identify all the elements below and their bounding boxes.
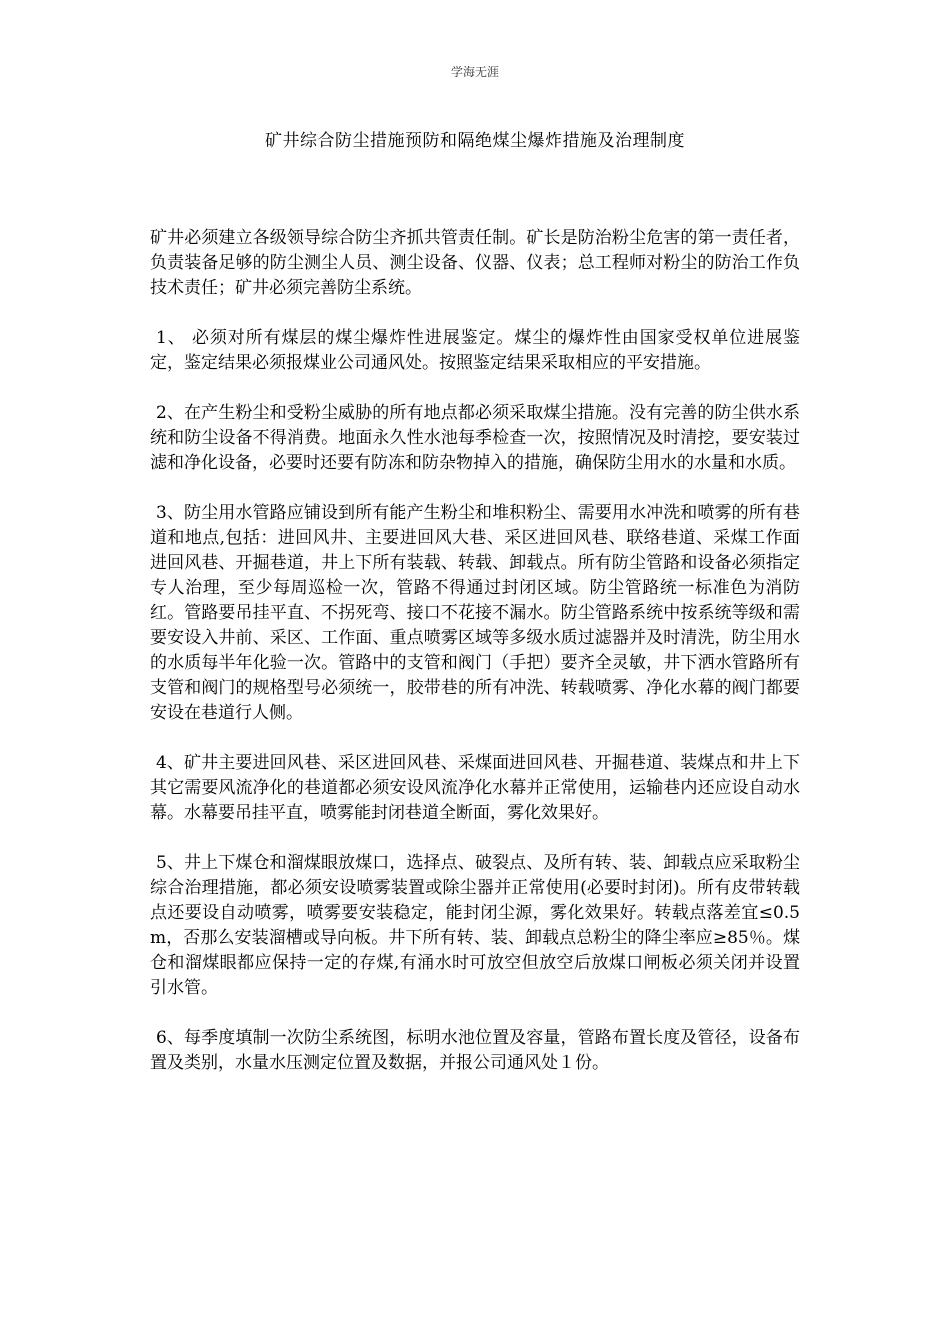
- paragraph-1: 1、 必须对所有煤层的煤尘爆炸性进展鉴定。煤尘的爆炸性由国家受权单位进展鉴定，鉴定结果必须报煤业公司通风处。按照鉴定结果采取相应的平安措施。: [150, 328, 800, 373]
- intro-paragraph: 矿井必须建立各级领导综合防尘齐抓共管责任制。矿长是防治粉尘危害的第一责任者，负责装备足够的防尘测尘人员、测尘设备、仪器、仪表；总工程师对粉尘的防治工作负技术责任；矿井必须完善防尘系统。: [150, 228, 800, 298]
- document-title: 矿井综合防尘措施预防和隔绝煤尘爆炸措施及治理制度: [265, 131, 685, 151]
- paragraph-2: 2、在产生粉尘和受粉尘威胁的所有地点都必须采取煤尘措施。没有完善的防尘供水系统和防尘设备不得消费。地面永久性水池每季检查一次，按照情况及时清挖，要安装过滤和净化设备，必要时还要有防冻和防杂物掉入的措施，确保防尘用水的水量和水质。: [150, 403, 800, 473]
- page-header: 学海无涯: [450, 65, 499, 79]
- paragraph-6: 6、每季度填制一次防尘系统图，标明水池位置及容量，管路布置长度及管径，设备布置及类别，水量水压测定位置及数据，并报公司通风处１份。: [150, 1028, 800, 1073]
- document-body: [150, 226, 800, 1101]
- paragraph-3: 3、防尘用水管路应铺设到所有能产生粉尘和堆积粉尘、需要用水冲洗和喷雾的所有巷道和地点,包括：进回风井、主要进回风大巷、采区进回风巷、联络巷道、采煤工作面进回风巷、开掘巷道，井上下所有装载、转载、卸载点。所有防尘管路和设备必须指定专人治理，至少每周巡检一次，管路不得通过封闭区域。防尘管路统一标准色为消防红。管路要吊挂平直、不拐死弯、接口不花接不漏水。防尘管路系统中按系统等级和需要安设入井前、采区、工作面、重点喷雾区域等多级水质过滤器并及时清洗，防尘用水的水质每半年化验一次。管路中的支管和阀门（手把）要齐全灵敏，井下洒水管路所有支管和阀门的规格型号必须统一，胶带巷的所有冲洗、转载喷雾、净化水幕的阀门都要安设在巷道行人侧。: [150, 503, 800, 723]
- paragraph-4: 4、矿井主要进回风巷、采区进回风巷、采煤面进回风巷、开掘巷道、装煤点和井上下其它需要风流净化的巷道都必须安设风流净化水幕并正常使用，运输巷内还应设自动水幕。水幕要吊挂平直，喷雾能封闭巷道全断面，雾化效果好。: [150, 753, 800, 823]
- paragraph-5: 5、井上下煤仓和溜煤眼放煤口，选择点、破裂点、及所有转、装、卸载点应采取粉尘综合治理措施，都必须安设喷雾装置或除尘器并正常使用(必要时封闭)。所有皮带转载点还要设自动喷雾，喷雾要安装稳定，能封闭尘源，雾化效果好。转载点落差宜≤0.5m，否那么安装溜槽或导向板。井下所有转、装、卸载点总粉尘的降尘率应≥85％。煤仓和溜煤眼都应保持一定的存煤,有涌水时可放空但放空后放煤口闸板必须关闭并设置引水管。: [150, 853, 800, 998]
